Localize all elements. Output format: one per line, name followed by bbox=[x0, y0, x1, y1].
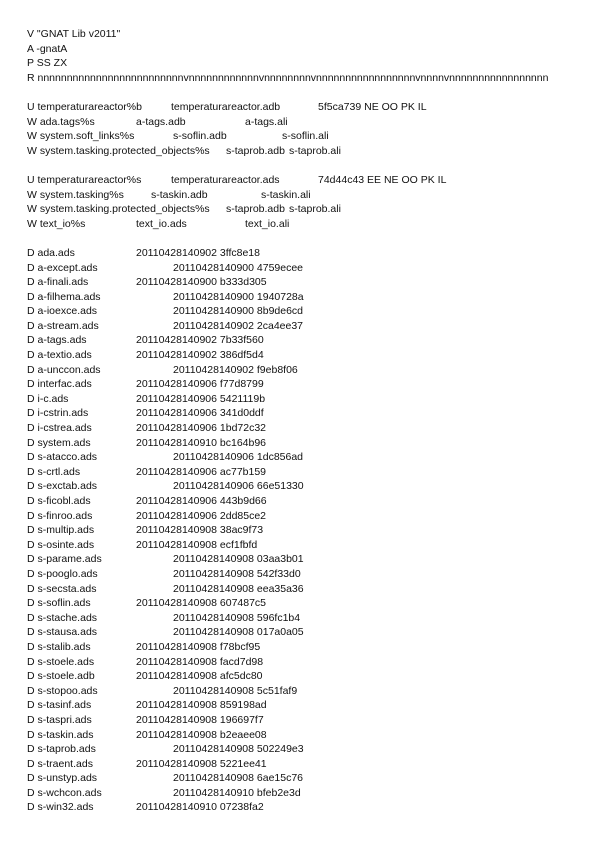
dependency-line bbox=[27, 465, 580, 480]
dependency-stamp: 20110428140908 b2eaee08 bbox=[136, 728, 267, 741]
dependency-stamp: 20110428140908 ecf1fbfd bbox=[136, 538, 258, 551]
dependency-file: D s-soflin.ads bbox=[27, 597, 91, 610]
dependency-stamp: 20110428140910 bfeb2e3d bbox=[173, 786, 301, 799]
spacer bbox=[27, 231, 580, 246]
dependency-stamp: 20110428140906 341d0ddf bbox=[136, 407, 264, 420]
dependency-line bbox=[27, 625, 580, 640]
dependency-file: D s-taspri.ads bbox=[27, 713, 92, 726]
unit-file: temperaturareactor.adb bbox=[171, 100, 281, 113]
dependency-file: D s-taprob.ads bbox=[27, 743, 96, 756]
with-line bbox=[27, 129, 580, 144]
dependency-line bbox=[27, 552, 580, 567]
dependency-line bbox=[27, 640, 580, 655]
dependency-line bbox=[27, 786, 580, 801]
dependency-file: D s-pooglo.ads bbox=[27, 567, 98, 580]
dependency-line bbox=[27, 392, 580, 407]
with-ali: text_io.ali bbox=[245, 217, 290, 230]
dependency-line bbox=[27, 655, 580, 670]
dependency-file: D s-stopoo.ads bbox=[27, 684, 98, 697]
with-source: s-soflin.adb bbox=[173, 130, 227, 143]
dependency-line bbox=[27, 494, 580, 509]
dependency-line bbox=[27, 290, 580, 305]
dependency-stamp: 20110428140908 017a0a05 bbox=[173, 626, 304, 639]
dependency-file: D s-exctab.ads bbox=[27, 480, 98, 493]
dependency-line bbox=[27, 728, 580, 743]
with-unit: W system.tasking.protected_objects%s bbox=[27, 144, 210, 157]
dependency-stamp: 20110428140908 607487c5 bbox=[136, 597, 267, 610]
dependency-file: D s-tasinf.ads bbox=[27, 699, 92, 712]
with-line bbox=[27, 188, 580, 203]
dependency-list bbox=[27, 246, 580, 815]
dependency-stamp: 20110428140910 07238fa2 bbox=[136, 801, 264, 814]
unit-name: U temperaturareactor%b bbox=[27, 100, 142, 113]
dependency-stamp: 20110428140908 196697f7 bbox=[136, 713, 264, 726]
with-ali: s-soflin.ali bbox=[282, 130, 329, 143]
dependency-file: D s-wchcon.ads bbox=[27, 786, 102, 799]
dependency-stamp: 20110428140908 38ac9f73 bbox=[136, 524, 264, 537]
dependency-line bbox=[27, 713, 580, 728]
dependency-stamp: 20110428140908 f78bcf95 bbox=[136, 640, 261, 653]
dependency-file: D s-stache.ads bbox=[27, 611, 98, 624]
dependency-stamp: 20110428140908 afc5dc80 bbox=[136, 670, 263, 683]
dependency-line bbox=[27, 348, 580, 363]
with-line bbox=[27, 202, 580, 217]
dependency-file: D i-c.ads bbox=[27, 392, 69, 405]
dependency-line bbox=[27, 319, 580, 334]
dependency-line bbox=[27, 669, 580, 684]
dependency-stamp: 20110428140900 8b9de6cd bbox=[173, 305, 304, 318]
dependency-file: D s-multip.ads bbox=[27, 524, 95, 537]
restrictions-text: R nnnnnnnnnnnnnnnnnnnnnnnnnvnnnnnnnnnnnnvnnnnnnnnvnnnnnnnnnnnnnnnnnvnnnnvnnnnnnnnnnnnnnnnn bbox=[27, 71, 549, 84]
unit-file: temperaturareactor.ads bbox=[171, 173, 280, 186]
dependency-file: D s-finroo.ads bbox=[27, 509, 93, 522]
dependency-file: D s-crtl.ads bbox=[27, 465, 81, 478]
dependency-line bbox=[27, 363, 580, 378]
dependency-line bbox=[27, 436, 580, 451]
with-source: text_io.ads bbox=[136, 217, 187, 230]
with-unit: W ada.tags%s bbox=[27, 115, 95, 128]
ali-document bbox=[27, 27, 580, 815]
dependency-line bbox=[27, 275, 580, 290]
params-text: P SS ZX bbox=[27, 57, 68, 70]
dependency-file: D system.ads bbox=[27, 436, 91, 449]
dependency-line bbox=[27, 757, 580, 772]
dependency-file: D interfac.ads bbox=[27, 378, 92, 391]
dependency-file: D s-taskin.ads bbox=[27, 728, 94, 741]
dependency-file: D s-stausa.ads bbox=[27, 626, 98, 639]
dependency-line bbox=[27, 333, 580, 348]
dependency-stamp: 20110428140906 5421119b bbox=[136, 392, 266, 405]
args-text: A -gnatA bbox=[27, 42, 68, 55]
dependency-file: D s-parame.ads bbox=[27, 553, 102, 566]
dependency-file: D i-cstrin.ads bbox=[27, 407, 89, 420]
dependency-stamp: 20110428140906 2dd85ce2 bbox=[136, 509, 267, 522]
dependency-file: D a-unccon.ads bbox=[27, 363, 101, 376]
dependency-line bbox=[27, 698, 580, 713]
dependency-file: D a-except.ads bbox=[27, 261, 98, 274]
dependency-stamp: 20110428140906 f77d8799 bbox=[136, 378, 264, 391]
dependency-file: D a-stream.ads bbox=[27, 319, 99, 332]
dependency-stamp: 20110428140908 859198ad bbox=[136, 699, 267, 712]
with-line bbox=[27, 115, 580, 130]
dependency-file: D a-filhema.ads bbox=[27, 290, 101, 303]
dependency-line bbox=[27, 421, 580, 436]
spacer bbox=[27, 158, 580, 173]
dependency-file: D a-finali.ads bbox=[27, 276, 89, 289]
dependency-file: D s-ficobl.ads bbox=[27, 495, 91, 507]
with-unit: W system.soft_links%s bbox=[27, 130, 135, 143]
dependency-stamp: 20110428140906 1bd72c32 bbox=[136, 422, 267, 435]
dependency-line bbox=[27, 538, 580, 553]
dependency-file: D a-ioexce.ads bbox=[27, 305, 98, 318]
unit-line bbox=[27, 100, 580, 115]
dependency-stamp: 20110428140906 443b9d66 bbox=[136, 495, 267, 507]
dependency-stamp: 20110428140908 542f33d0 bbox=[173, 567, 301, 580]
dependency-line bbox=[27, 377, 580, 392]
dependency-line bbox=[27, 509, 580, 524]
with-ali: s-taprob.ali bbox=[289, 144, 341, 157]
dependency-line bbox=[27, 523, 580, 538]
dependency-stamp: 20110428140902 2ca4ee37 bbox=[173, 319, 304, 332]
dependency-stamp: 20110428140902 7b33f560 bbox=[136, 334, 264, 347]
dependency-file: D s-traent.ads bbox=[27, 757, 93, 770]
dependency-file: D s-win32.ads bbox=[27, 801, 94, 814]
with-source: a-tags.adb bbox=[136, 115, 186, 128]
dependency-stamp: 20110428140908 5221ee41 bbox=[136, 757, 267, 770]
dependency-file: D i-cstrea.ads bbox=[27, 422, 92, 435]
with-source: s-taskin.adb bbox=[151, 188, 208, 201]
with-unit: W system.tasking.protected_objects%s bbox=[27, 203, 210, 216]
dependency-stamp: 20110428140900 4759ecee bbox=[173, 261, 304, 274]
header-line-version bbox=[27, 27, 580, 42]
dependency-stamp: 20110428140910 bc164b96 bbox=[136, 436, 267, 449]
dependency-line bbox=[27, 450, 580, 465]
version-text: V "GNAT Lib v2011" bbox=[27, 28, 121, 40]
dependency-stamp: 20110428140900 1940728a bbox=[173, 290, 304, 303]
unit-line bbox=[27, 173, 580, 188]
dependency-file: D ada.ads bbox=[27, 246, 75, 259]
with-source: s-taprob.adb bbox=[226, 144, 285, 157]
dependency-line bbox=[27, 304, 580, 319]
spacer bbox=[27, 85, 580, 100]
dependency-file: D s-stoele.adb bbox=[27, 670, 95, 683]
dependency-line bbox=[27, 261, 580, 276]
dependency-stamp: 20110428140908 502249e3 bbox=[173, 743, 304, 756]
dependency-file: D s-stoele.ads bbox=[27, 655, 95, 668]
dependency-stamp: 20110428140908 6ae15c76 bbox=[173, 772, 304, 785]
dependency-file: D s-unstyp.ads bbox=[27, 772, 98, 785]
dependency-line bbox=[27, 479, 580, 494]
dependency-stamp: 20110428140908 facd7d98 bbox=[136, 655, 264, 668]
dependency-stamp: 20110428140908 596fc1b4 bbox=[173, 611, 301, 624]
unit-flags: 74d44c43 EE NE OO PK IL bbox=[318, 173, 447, 186]
dependency-line bbox=[27, 406, 580, 421]
dependency-file: D s-secsta.ads bbox=[27, 582, 97, 595]
dependency-line bbox=[27, 246, 580, 261]
dependency-line bbox=[27, 582, 580, 597]
dependency-stamp: 20110428140902 386df5d4 bbox=[136, 349, 264, 362]
dependency-line bbox=[27, 800, 580, 815]
with-ali: s-taprob.ali bbox=[289, 203, 341, 216]
header-line-restrictions bbox=[27, 71, 580, 86]
unit-flags: 5f5ca739 NE OO PK IL bbox=[318, 100, 427, 113]
with-ali: s-taskin.ali bbox=[261, 188, 311, 201]
dependency-line bbox=[27, 684, 580, 699]
dependency-file: D s-stalib.ads bbox=[27, 640, 91, 653]
with-source: s-taprob.adb bbox=[226, 203, 285, 216]
dependency-line bbox=[27, 771, 580, 786]
dependency-line bbox=[27, 742, 580, 757]
dependency-file: D a-tags.ads bbox=[27, 334, 87, 347]
dependency-stamp: 20110428140902 3ffc8e18 bbox=[136, 246, 260, 259]
with-ali: a-tags.ali bbox=[245, 115, 288, 128]
dependency-stamp: 20110428140906 66e51330 bbox=[173, 480, 304, 493]
dependency-stamp: 20110428140908 eea35a36 bbox=[173, 582, 304, 595]
with-line bbox=[27, 144, 580, 159]
header-line-params bbox=[27, 56, 580, 71]
with-unit: W text_io%s bbox=[27, 217, 86, 230]
unit-name: U temperaturareactor%s bbox=[27, 173, 142, 186]
dependency-stamp: 20110428140908 03aa3b01 bbox=[173, 553, 304, 566]
dependency-line bbox=[27, 611, 580, 626]
dependency-stamp: 20110428140906 1dc856ad bbox=[173, 451, 304, 464]
dependency-stamp: 20110428140908 5c51faf9 bbox=[173, 684, 298, 697]
dependency-line bbox=[27, 567, 580, 582]
dependency-file: D s-osinte.ads bbox=[27, 538, 95, 551]
header-line-args bbox=[27, 42, 580, 57]
dependency-stamp: 20110428140902 f9eb8f06 bbox=[173, 363, 298, 376]
dependency-stamp: 20110428140906 ac77b159 bbox=[136, 465, 267, 478]
with-line bbox=[27, 217, 580, 232]
dependency-file: D s-atacco.ads bbox=[27, 451, 98, 464]
dependency-line bbox=[27, 596, 580, 611]
dependency-stamp: 20110428140900 b333d305 bbox=[136, 276, 267, 289]
dependency-file: D a-textio.ads bbox=[27, 349, 92, 362]
with-unit: W system.tasking%s bbox=[27, 188, 124, 201]
